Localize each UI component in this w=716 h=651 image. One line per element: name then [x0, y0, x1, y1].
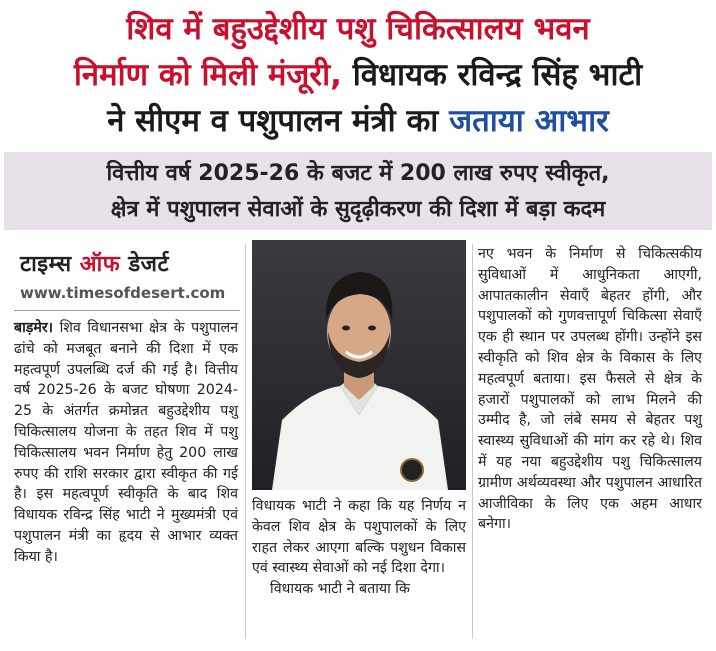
column-rule-1 — [245, 244, 246, 639]
headline-line-2-red: निर्माण को मिली मंजूरी, — [73, 57, 342, 93]
headline-line-3-black: ने सीएम व पशुपालन मंत्री का — [107, 103, 450, 139]
article-column-1 — [14, 318, 238, 568]
masthead-name-2: ऑफ — [79, 252, 121, 277]
column-2-text-b: विधायक भाटी ने बताया कि — [270, 581, 410, 598]
column-3-text: नए भवन के निर्माण से चिकित्सकीय सुविधाओं में आधुनिकता आएगी, आपातकालीन सेवाएँ बेहतर होंगी, और पशुपालकों को गुणवत्तापूर्ण चिकित्सा सेवाएँ एक ही स्थान पर उपलब्ध होंगी। उन्होंने इस स्वीकृति को शिव क्षेत्र के विकास के लिए महत्वपूर्ण बताया। इस फैसले से क्षेत्र के हजारों पशुपालकों को लाभ मिलने की उम्मीद है, जो लंबे समय से बेहतर पशु स्वास्थ्य सुविधाओं की मांग कर रहे थे। शिव में यह नया बहुउद्देशीय पशु चिकित्सालय ग्रामीण अर्थव्यवस्था और पशुपालन आधारित आजीविका के लिए एक अहम आधार बनेगा। — [478, 246, 702, 533]
column-1-text: शिव विधानसभा क्षेत्र के पशुपालन ढांचे को मजबूत बनाने की दिशा में एक महत्वपूर्ण उपलब्धि दर्ज की गई है। वित्तीय वर्ष 2025-26 के बजट घोषणा 2024-25 के अंतर्गत क्रमोन्नत बहुउद्देशीय पशु चिकित्सालय योजना के तहत शिव में पशु चिकित्सालय भवन निर्माण हेतु 200 लाख रुपए की राशि सरकार द्वारा स्वीकृत की गई है। इस महत्वपूर्ण स्वीकृति के बाद शिव विधायक रविन्द्र सिंह भाटी ने मुख्यमंत्री एवं पशुपालन मंत्री का हृदय से आभार व्यक्त किया है। — [14, 320, 238, 565]
headline — [0, 0, 716, 150]
headline-line-2 — [0, 52, 716, 98]
article-column-3 — [478, 244, 702, 535]
subheadline-line-2: क्षेत्र में पशुपालन सेवाओं के सुदृढ़ीकरण की दिशा में बड़ा कदम — [110, 197, 606, 222]
column-2-text: विधायक भाटी ने कहा कि यह निर्णय न केवल शिव क्षेत्र के पशुपालकों के लिए राहत लेकर आएगा बल्कि पशुधन विकास एवं स्वास्थ्य सेवाओं को नई दिशा देगा। — [252, 498, 466, 577]
subheadline-line-1: वित्तीय वर्ष 2025-26 के बजट में 200 लाख रुपए स्वीकृत, — [106, 161, 610, 186]
column-rule-2 — [472, 244, 473, 639]
masthead-rule — [14, 310, 240, 311]
article-column-2 — [252, 496, 466, 600]
headline-line-2-black: विधायक रविन्द्र सिंह भाटी — [341, 57, 643, 93]
headline-line-1: शिव में बहुउद्देशीय पशु चिकित्सालय भवन — [126, 11, 590, 47]
headline-line-3 — [0, 98, 716, 144]
masthead — [20, 248, 246, 302]
masthead-title — [20, 248, 246, 278]
masthead-name-1: टाइम्स — [20, 252, 80, 277]
subheadline-bar — [4, 152, 712, 230]
mla-photo — [252, 240, 466, 490]
headline-line-3-blue: जताया आभार — [449, 103, 609, 139]
masthead-url: www.timesofdesert.com — [20, 284, 226, 302]
masthead-name-3: डेजर्ट — [120, 252, 170, 277]
dateline-place: बाड़मेर। — [14, 320, 54, 336]
portrait-illustration — [252, 240, 466, 490]
